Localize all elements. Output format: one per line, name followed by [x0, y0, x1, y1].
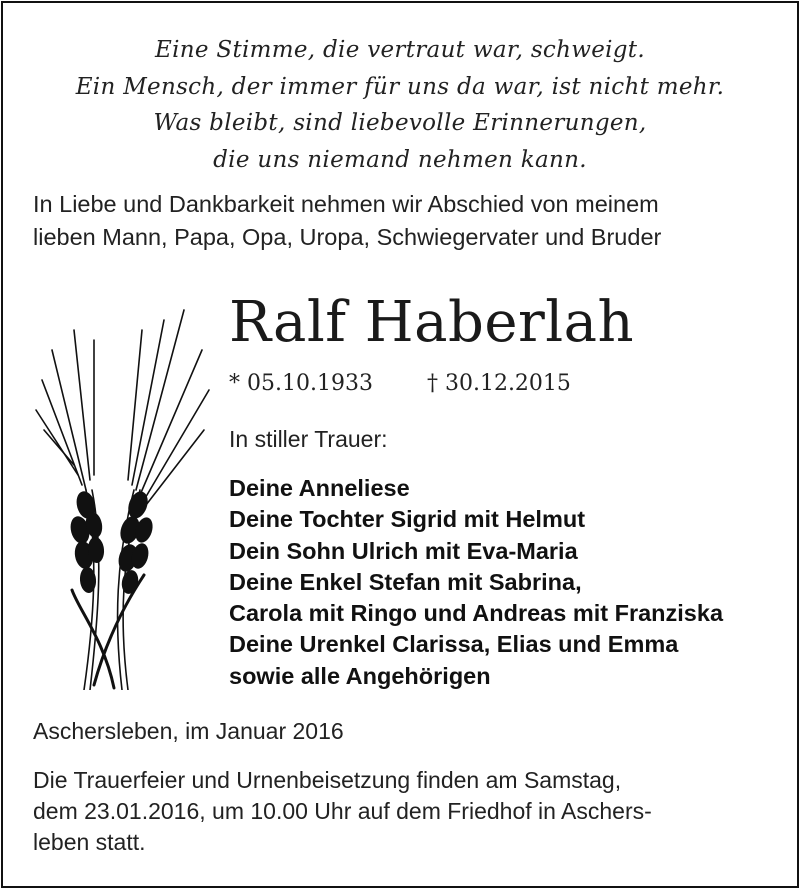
intro-line: lieben Mann, Papa, Opa, Uropa, Schwiegervater und Bruder [33, 224, 662, 250]
funeral-notice [33, 765, 773, 858]
intro-line: In Liebe und Dankbarkeit nehmen wir Abschied von meinem [33, 191, 659, 217]
life-dates [229, 369, 571, 399]
farewell-intro [33, 188, 773, 254]
wheat-ears-icon [24, 290, 214, 690]
deceased-name: Ralf Haberlah [229, 290, 635, 355]
mourner-line: Deine Enkel Stefan mit Sabrina, [229, 568, 582, 595]
mourner-line: Deine Tochter Sigrid mit Helmut [229, 506, 586, 533]
mourner-line: Deine Anneliese [229, 475, 410, 501]
mourner-line: sowie alle Angehörigen [229, 662, 491, 689]
memorial-poem [0, 32, 800, 178]
poem-line: Eine Stimme, die vertraut war, schweigt. [155, 37, 645, 63]
notice-line: dem 23.01.2016, um 10.00 Uhr auf dem Friedhof in Aschers- [33, 798, 652, 824]
mourner-line: Dein Sohn Ulrich mit Eva-Maria [229, 537, 578, 564]
mourners-list [229, 473, 723, 692]
death-date: † 30.12.2015 [426, 371, 571, 396]
mourner-line: Deine Urenkel Clarissa, Elias und Emma [229, 631, 679, 658]
poem-line: Ein Mensch, der immer für uns da war, ist nicht mehr. [75, 73, 725, 100]
mourner-line: Carola mit Ringo und Andreas mit Franziska [229, 600, 724, 627]
birth-date: * 05.10.1933 [229, 371, 373, 396]
mourning-label: In stiller Trauer: [229, 426, 388, 452]
notice-line: leben statt. [33, 829, 146, 855]
poem-line: die uns niemand nehmen kann. [213, 146, 587, 173]
notice-line: Die Trauerfeier und Urnenbeisetzung finden am Samstag, [33, 767, 622, 793]
place-and-date: Aschersleben, im Januar 2016 [33, 718, 344, 744]
poem-line: Was bleibt, sind liebevolle Erinnerungen, [153, 110, 647, 136]
